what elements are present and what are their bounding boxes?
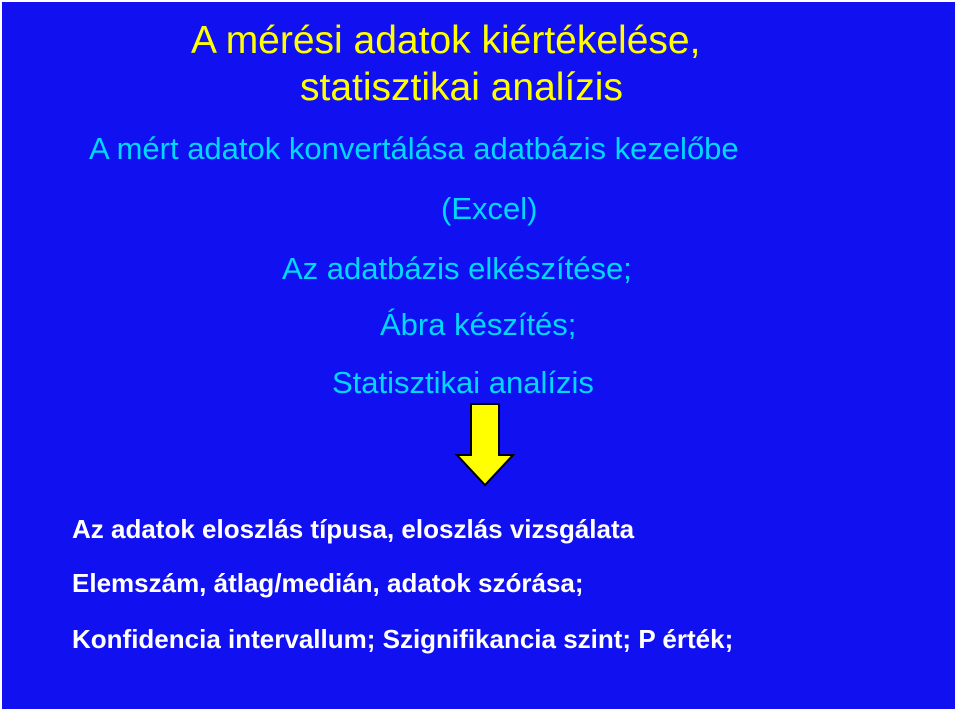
slide-title-line-2: statisztikai analízis	[300, 66, 623, 109]
down-arrow-icon	[455, 403, 515, 487]
slide-title-line-1: A mérési adatok kiértékelése,	[191, 19, 701, 62]
result-inference: Konfidencia intervallum; Szignifikancia szint; P érték;	[72, 624, 734, 654]
step-statistics: Statisztikai analízis	[332, 365, 594, 400]
step-convert-data: A mért adatok konvertálása adatbázis kezelőbe	[89, 131, 739, 166]
step-excel: (Excel)	[441, 191, 538, 226]
step-database: Az adatbázis elkészítése;	[282, 251, 632, 286]
step-figure: Ábra készítés;	[380, 307, 577, 342]
result-descriptive: Elemszám, átlag/medián, adatok szórása;	[72, 568, 584, 598]
result-distribution: Az adatok eloszlás típusa, eloszlás vizsgálata	[72, 514, 635, 544]
slide	[2, 2, 955, 709]
